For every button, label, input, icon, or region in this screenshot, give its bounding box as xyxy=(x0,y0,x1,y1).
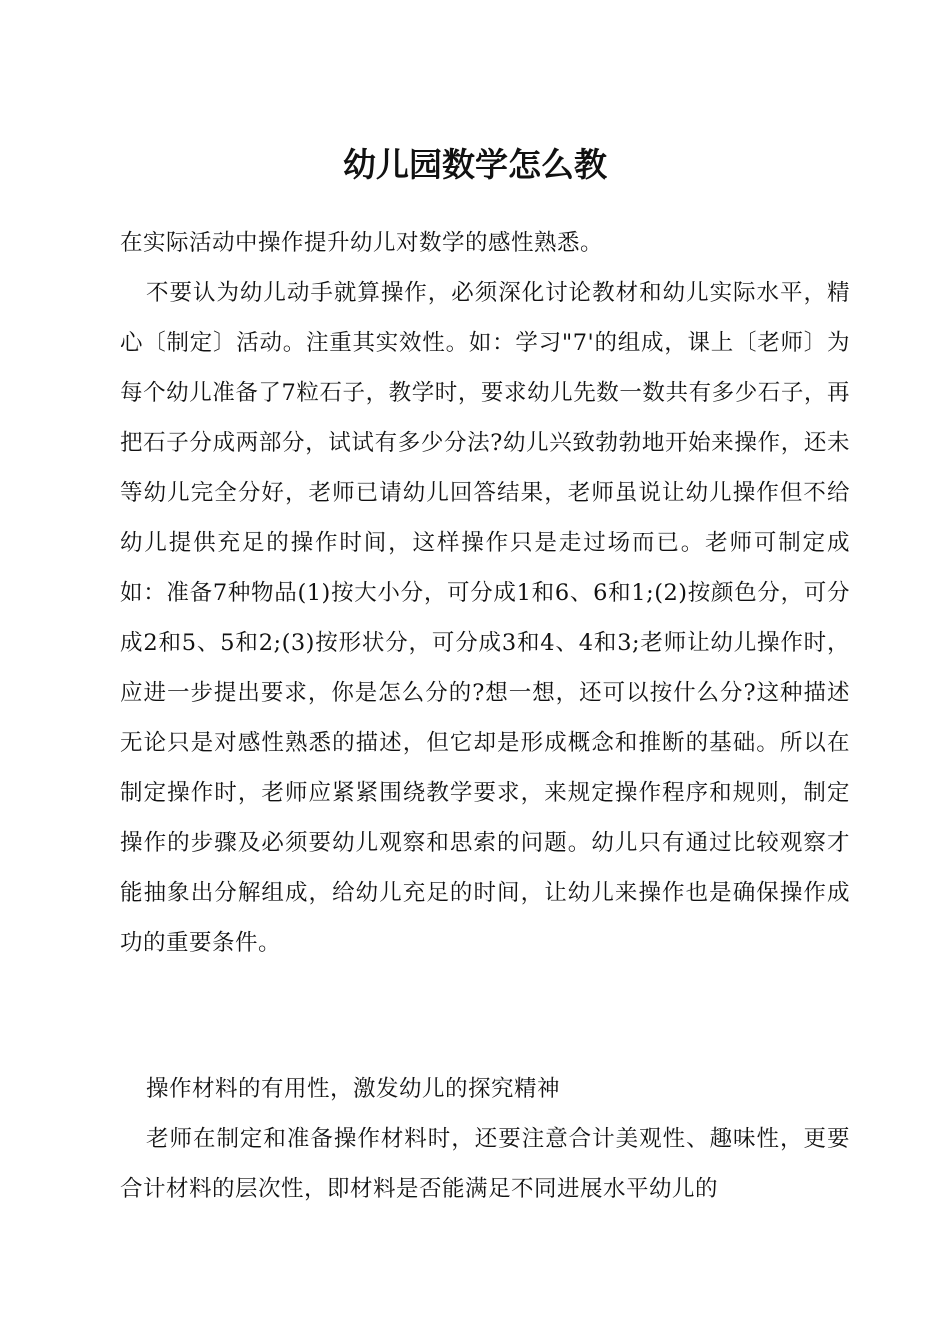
document-title: 幼儿园数学怎么教 xyxy=(343,145,607,184)
paragraph-intro: 在实际活动中操作提升幼儿对数学的感性熟悉。 xyxy=(120,230,604,256)
paragraph-body-2: 老师在制定和准备操作材料时，还要注意合计美观性、趣味性，更要合计材料的层次性，即材料是否能满足不同进展水平幼儿的 xyxy=(120,1126,850,1202)
paragraph-body-1: 不要认为幼儿动手就算操作，必须深化讨论教材和幼儿实际水平，精心〔制定〕活动。注重其实效性。如：学习"7'的组成，课上〔老师〕为每个幼儿准备了7粒石子，教学时，要求幼儿先数一数共有多少石子，再把石子分成两部分，试试有多少分法?幼儿兴致勃勃地开始来操作，还未等幼儿完全分好，老师已请幼儿回答结果，老师虽说让幼儿操作但不给幼儿提供充足的操作时间，这样操作只是走过场而已。老师可制定成如：准备7种物品(1)按大小分，可分成1和6、6和1;(2)按颜色分，可分成2和5、5和2;(3)按形状分，可分成3和4、4和3;老师让幼儿操作时，应进一步提出要求，你是怎么分的?想一想，还可以按什么分?这种描述无论只是对感性熟悉的描述，但它却是形成概念和推断的基础。所以在制定操作时，老师应紧紧围绕教学要求，来规定操作程序和规则，制定操作的步骤及必须要幼儿观察和思索的问题。幼儿只有通过比较观察才能抽象出分解组成，给幼儿充足的时间，让幼儿来操作也是确保操作成功的重要条件。 xyxy=(120,280,850,956)
section-heading-materials: 操作材料的有用性，激发幼儿的探究精神 xyxy=(146,1076,561,1102)
